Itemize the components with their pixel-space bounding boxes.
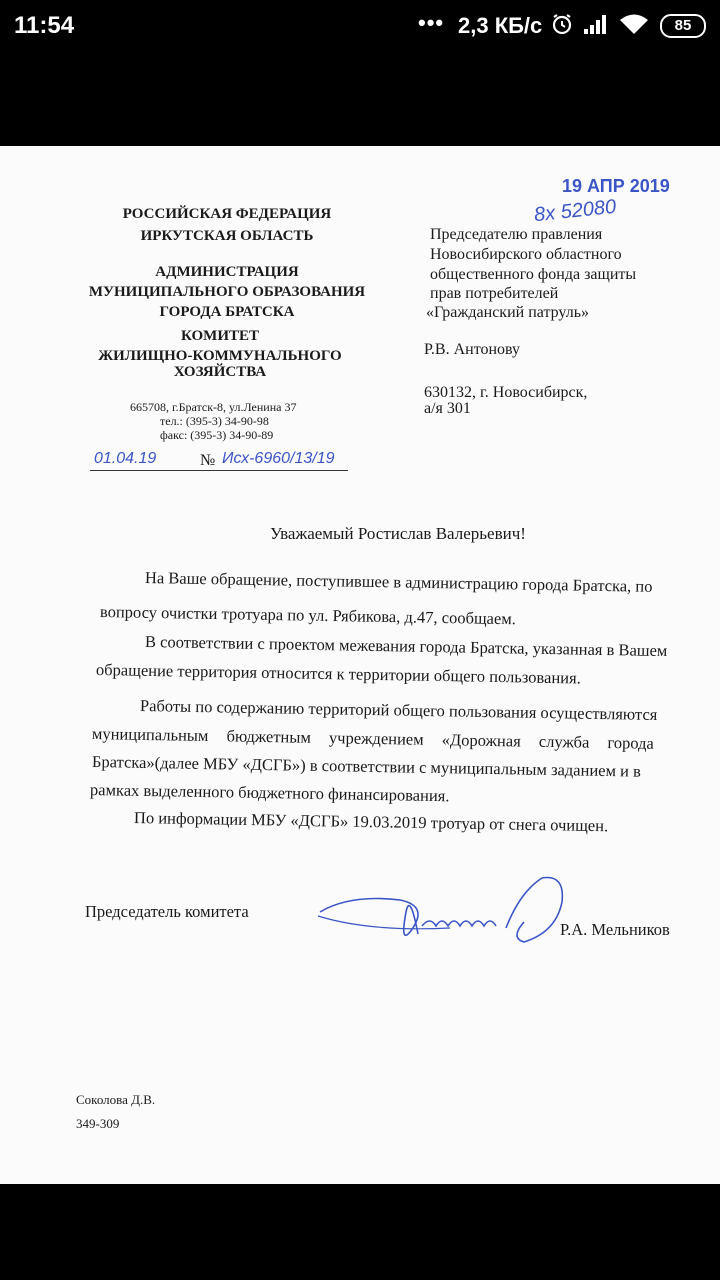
executor-name: Соколова Д.В. (76, 1092, 156, 1107)
executor-phone: 349-309 (76, 1116, 120, 1131)
sender-country: РОССИЙСКАЯ ФЕДЕРАЦИЯ (122, 206, 332, 222)
recipient-name: Р.В. Антонову (424, 341, 521, 358)
recipient-line4: прав потребителей (430, 285, 559, 302)
status-bar (0, 0, 720, 52)
handwritten-signature (310, 872, 580, 952)
paragraph-3-line-2: муниципальным бюджетным учреждением «Дорожная служба города (91, 724, 654, 753)
paragraph-3-line-3: Братска»(далее МБУ «ДСГБ») в соответствии с муниципальным заданием и в (91, 752, 642, 781)
registration-no-label: № (200, 452, 216, 469)
sender-city: ГОРОДА БРАТСКА (159, 304, 295, 320)
recipient-address1: 630132, г. Новосибирск, (424, 384, 588, 401)
paragraph-2-line-1: В соответствии с проектом межевания города Братска, указанная в Вашем (144, 632, 668, 661)
sender-municipality: МУНИЦИПАЛЬНОГО ОБРАЗОВАНИЯ (88, 284, 366, 300)
paragraph-2-line-2: обращение территория относится к территории общего пользования. (95, 660, 581, 688)
network-speed: 2,3 КБ/с (458, 13, 543, 38)
document-page (0, 146, 720, 1184)
sender-committee: КОМИТЕТ (180, 328, 259, 344)
paragraph-3-line-4: рамках выделенного бюджетного финансирования. (89, 780, 450, 806)
signal-icon (582, 12, 610, 36)
sender-region: ИРКУТСКАЯ ОБЛАСТЬ (140, 228, 314, 244)
alarm-icon (550, 12, 574, 36)
paragraph-4-line-1: По информации МБУ «ДСГБ» 19.03.2019 тротуар от снега очищен. (133, 808, 609, 836)
recipient-line1: Председателю правления (430, 226, 603, 243)
paragraph-1-line-1: На Ваше обращение, поступившее в администрацию города Братска, по (144, 568, 653, 596)
registration-underline (90, 470, 348, 471)
notification-dots-icon: ••• (418, 10, 445, 35)
received-date-stamp: 19 АПР 2019 (562, 176, 670, 196)
viewer-bottom-area (0, 1186, 720, 1280)
wifi-icon (618, 12, 650, 36)
sender-committee-name: ЖИЛИЩНО-КОММУНАЛЬНОГО (98, 348, 342, 364)
signatory-name: Р.А. Мельников (560, 920, 670, 939)
paragraph-1-line-2: вопросу очистки тротуара по ул. Рябикова, д.47, сообщаем. (99, 602, 517, 629)
recipient-line2: Новосибирского областного (430, 246, 622, 263)
sender-admin: АДМИНИСТРАЦИЯ (155, 264, 299, 280)
sender-committee-name2: ХОЗЯЙСТВА (173, 364, 267, 380)
sender-phone: тел.: (395-3) 34-90-98 (160, 414, 269, 428)
recipient-address2: а/я 301 (424, 400, 471, 417)
registration-date: 01.04.19 (94, 450, 157, 467)
sender-fax: факс: (395-3) 34-90-89 (160, 428, 274, 442)
sender-address: 665708, г.Братск-8, ул.Ленина 37 (130, 400, 297, 414)
recipient-line5: «Гражданский патруль» (426, 304, 590, 321)
incoming-number-handwritten: 8х 52080 (533, 195, 618, 227)
battery-level: 85 (660, 14, 706, 38)
greeting: Уважаемый Ростислав Валерьевич! (270, 524, 526, 543)
paragraph-3-line-1: Работы по содержанию территорий общего пользования осуществляются (139, 696, 658, 725)
status-time: 11:54 (14, 12, 75, 39)
recipient-line3: общественного фонда защиты (430, 266, 637, 283)
registration-number: Исх-6960/13/19 (222, 450, 335, 467)
signatory-title: Председатель комитета (85, 902, 249, 921)
